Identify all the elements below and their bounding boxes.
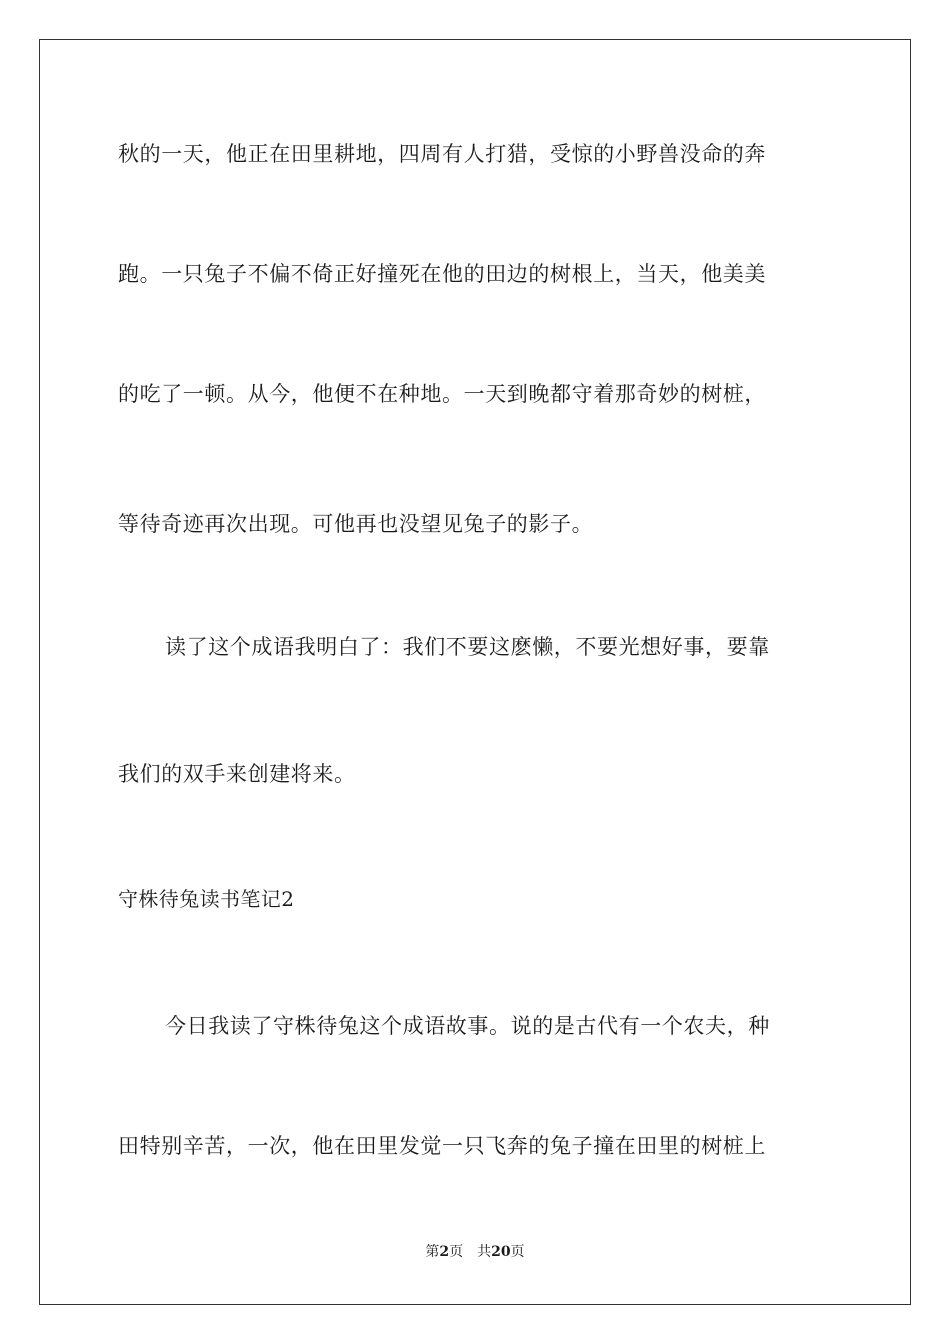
text-line-3: 的吃了一顿。从今，他便不在种地。一天到晚都守着那奇妙的树桩， xyxy=(118,382,766,406)
page-suffix: 页 xyxy=(449,1244,464,1260)
total-pages: 20 xyxy=(491,1244,511,1260)
paragraph-3-line-1: 今日我读了守株待兔这个成语故事。说的是古代有一个农夫，种 xyxy=(165,1014,770,1038)
text-line-1: 秋的一天，他正在田里耕地，四周有人打猎，受惊的小野兽没命的奔 xyxy=(118,142,766,166)
total-suffix: 页 xyxy=(510,1244,525,1260)
page-prefix: 第 xyxy=(425,1244,440,1260)
page-footer xyxy=(0,1242,950,1262)
total-prefix: 共 xyxy=(477,1244,492,1260)
text-line-2: 跑。一只兔子不偏不倚正好撞死在他的田边的树根上，当天，他美美 xyxy=(118,262,766,286)
section-heading: 守株待兔读书笔记2 xyxy=(118,887,295,911)
text-line-4: 等待奇迹再次出现。可他再也没望见兔子的影子。 xyxy=(118,512,594,536)
page-border xyxy=(39,39,911,1305)
paragraph-2-line-2: 我们的双手来创建将来。 xyxy=(118,762,356,786)
paragraph-2-line-1: 读了这个成语我明白了：我们不要这麽懒，不要光想好事，要靠 xyxy=(165,635,770,659)
page-number: 2 xyxy=(439,1244,450,1260)
paragraph-3-line-2: 田特别辛苦，一次，他在田里发觉一只飞奔的兔子撞在田里的树桩上 xyxy=(118,1134,766,1158)
